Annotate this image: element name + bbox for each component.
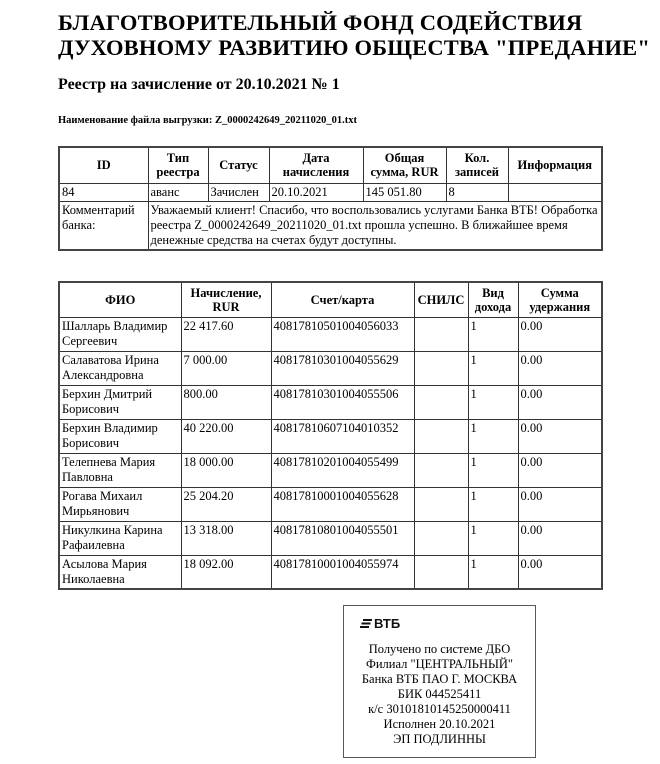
- stamp-line: ЭП ПОДЛИННЫ: [393, 732, 486, 746]
- table-cell: [414, 351, 468, 385]
- table-cell: 40817810201004055499: [271, 453, 414, 487]
- registry-cell: Зачислен: [208, 183, 269, 201]
- column-header: Тип реестра: [148, 147, 208, 183]
- table-cell: Берхин Владимир Борисович: [59, 419, 181, 453]
- registry-cell: [508, 183, 602, 201]
- stamp-line: Исполнен 20.10.2021: [383, 717, 496, 731]
- table-cell: 40817810301004055506: [271, 385, 414, 419]
- table-cell: 1: [468, 419, 518, 453]
- table-cell: 0.00: [518, 419, 602, 453]
- table-cell: 18 092.00: [181, 555, 271, 589]
- stamp-line: к/с 30101810145250000411: [368, 702, 511, 716]
- bank-stamp: [343, 605, 536, 758]
- registry-cell: аванс: [148, 183, 208, 201]
- title-line: БЛАГОТВОРИТЕЛЬНЫЙ ФОНД СОДЕЙСТВИЯ: [58, 10, 583, 35]
- registry-subtitle: Реестр на зачисление от 20.10.2021 № 1: [58, 76, 340, 93]
- table-cell: [414, 385, 468, 419]
- table-cell: 40817810001004055974: [271, 555, 414, 589]
- registry-cell: 20.10.2021: [269, 183, 363, 201]
- table-cell: 0.00: [518, 385, 602, 419]
- table-row: [59, 487, 602, 521]
- table-row: [59, 521, 602, 555]
- table-cell: 1: [468, 351, 518, 385]
- table-cell: [414, 453, 468, 487]
- column-header: Дата начисления: [269, 147, 363, 183]
- stamp-line: Филиал "ЦЕНТРАЛЬНЫЙ": [365, 657, 514, 671]
- table-cell: Рогава Михаил Мирьянович: [59, 487, 181, 521]
- table-cell: Берхин Дмитрий Борисович: [59, 385, 181, 419]
- payments-table: [58, 281, 603, 590]
- table-row: [59, 453, 602, 487]
- table-cell: Шалларь Владимир Сергеевич: [59, 317, 181, 351]
- file-name-line: Наименование файла выгрузки: Z_0000242649_20211020_01.txt: [58, 115, 358, 126]
- bank-comment: Уважаемый клиент! Спасибо, что воспользовались услугами Банка ВТБ! Обработка реестра Z_0000242649_20211020_01.txt прошла успешно. В ближайшее время денежные средства на счетах будут доступны.: [148, 201, 602, 250]
- column-header: Кол. записей: [446, 147, 508, 183]
- column-header: ФИО: [59, 282, 181, 317]
- column-header: Счет/карта: [271, 282, 414, 317]
- table-cell: 0.00: [518, 351, 602, 385]
- column-header: Сумма удержания: [518, 282, 602, 317]
- column-header: ID: [59, 147, 148, 183]
- table-cell: [414, 521, 468, 555]
- column-header: Вид дохода: [468, 282, 518, 317]
- registry-cell: 8: [446, 183, 508, 201]
- column-header: Общая сумма, RUR: [363, 147, 446, 183]
- table-cell: [414, 487, 468, 521]
- table-cell: 1: [468, 555, 518, 589]
- table-cell: 40817810301004055629: [271, 351, 414, 385]
- table-row: [59, 419, 602, 453]
- table-cell: 0.00: [518, 555, 602, 589]
- table-cell: Телепнева Мария Павловна: [59, 453, 181, 487]
- vtb-logo-text: ВТБ: [374, 616, 401, 631]
- stamp-line: Банка ВТБ ПАО Г. МОСКВА: [361, 672, 518, 686]
- table-row: [59, 351, 602, 385]
- table-row: [59, 555, 602, 589]
- table-cell: 13 318.00: [181, 521, 271, 555]
- table-cell: 40817810607104010352: [271, 419, 414, 453]
- table-cell: [414, 555, 468, 589]
- registry-cell: 84: [59, 183, 148, 201]
- column-header: Информация: [508, 147, 602, 183]
- table-cell: 1: [468, 487, 518, 521]
- table-cell: 1: [468, 317, 518, 351]
- table-cell: 7 000.00: [181, 351, 271, 385]
- registry-cell: 145 051.80: [363, 183, 446, 201]
- registry-table: [58, 146, 603, 251]
- table-cell: 1: [468, 521, 518, 555]
- table-cell: 40817810801004055501: [271, 521, 414, 555]
- table-cell: 18 000.00: [181, 453, 271, 487]
- table-cell: 0.00: [518, 487, 602, 521]
- vtb-logo-icon: [360, 619, 372, 628]
- table-cell: 1: [468, 453, 518, 487]
- table-cell: 0.00: [518, 317, 602, 351]
- table-cell: 0.00: [518, 453, 602, 487]
- vtb-logo: [360, 616, 400, 631]
- table-cell: 40 220.00: [181, 419, 271, 453]
- table-row: [59, 385, 602, 419]
- table-cell: 40817810501004056033: [271, 317, 414, 351]
- table-cell: 1: [468, 385, 518, 419]
- column-header: СНИЛС: [414, 282, 468, 317]
- table-cell: 800.00: [181, 385, 271, 419]
- table-cell: Салаватова Ирина Александровна: [59, 351, 181, 385]
- table-cell: 22 417.60: [181, 317, 271, 351]
- table-cell: [414, 317, 468, 351]
- table-row: [59, 317, 602, 351]
- table-cell: 40817810001004055628: [271, 487, 414, 521]
- stamp-line: БИК 044525411: [397, 687, 482, 701]
- column-header: Статус: [208, 147, 269, 183]
- column-header: Начисление, RUR: [181, 282, 271, 317]
- table-cell: 25 204.20: [181, 487, 271, 521]
- table-cell: Никулкина Карина Рафаилевна: [59, 521, 181, 555]
- title-line: ДУХОВНОМУ РАЗВИТИЮ ОБЩЕСТВА "ПРЕДАНИЕ": [58, 35, 651, 60]
- table-cell: 0.00: [518, 521, 602, 555]
- stamp-line: Получено по системе ДБО: [368, 642, 511, 656]
- table-cell: [414, 419, 468, 453]
- comment-label: Комментарий банка:: [59, 201, 148, 250]
- table-cell: Асылова Мария Николаевна: [59, 555, 181, 589]
- organization-title: [58, 10, 650, 60]
